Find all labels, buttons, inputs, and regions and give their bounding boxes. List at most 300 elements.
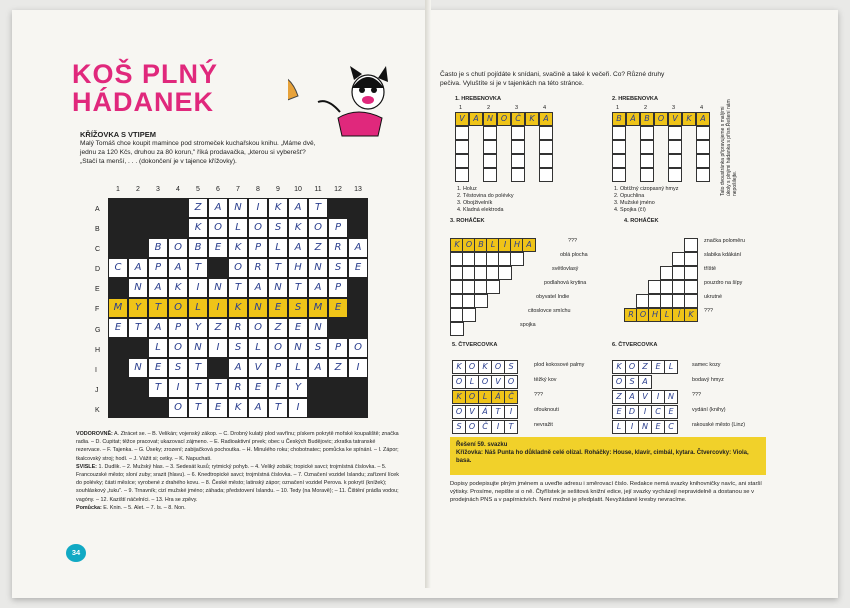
puzzle-cell — [640, 126, 654, 140]
puzzle-cell: I — [651, 390, 665, 404]
grid-cell: N — [268, 278, 288, 298]
row-letter: I — [95, 366, 97, 374]
grid-cell: Y — [188, 318, 208, 338]
grid-cell: Y — [288, 378, 308, 398]
grid-cell: Z — [268, 318, 288, 338]
puzzle-clue: 3. Mužské jméno — [614, 200, 655, 206]
grid-cell: Z — [308, 238, 328, 258]
grid-cell: P — [328, 218, 348, 238]
grid-cell — [168, 218, 188, 238]
column-number: 10 — [294, 186, 302, 193]
grid-cell: B — [188, 238, 208, 258]
puzzle-cell: C — [651, 405, 665, 419]
puzzle-cell — [539, 168, 553, 182]
puzzle-cell: I — [625, 420, 639, 434]
grid-cell: T — [268, 398, 288, 418]
grid-cell: E — [348, 258, 368, 278]
grid-cell: A — [208, 198, 228, 218]
row-letter: C — [95, 246, 101, 254]
grid-cell: A — [128, 258, 148, 278]
grid-cell: P — [248, 238, 268, 258]
intro-line-1: Malý Tomáš chce koupit mamince pod stromeček kuchařskou knihu. „Máme dvě, — [80, 140, 316, 147]
puzzle-cell: O — [491, 360, 505, 374]
crossword-clues — [76, 430, 401, 512]
puzzle-cell: O — [452, 375, 466, 389]
puzzle-cell: O — [465, 360, 479, 374]
puzzle-cell: E — [664, 405, 678, 419]
puzzle-cell: K — [478, 360, 492, 374]
grid-cell: R — [228, 318, 248, 338]
row-letter: D — [95, 266, 101, 274]
puzzle-cell: Z — [638, 360, 652, 374]
puzzle-cell: T — [491, 405, 505, 419]
grid-cell: I — [248, 198, 268, 218]
puzzle-title: 4. ROHÁČEK — [624, 218, 659, 224]
puzzle-cell: S — [504, 360, 518, 374]
puzzle-cell — [684, 252, 698, 266]
puzzle-cell: I — [504, 405, 518, 419]
grid-cell: E — [288, 318, 308, 338]
grid-cell: M — [108, 298, 128, 318]
puzzle-cell: H — [510, 238, 524, 252]
puzzle-cell — [539, 154, 553, 168]
sideways-note — [720, 96, 760, 196]
puzzle-column-number: 2 — [487, 105, 491, 111]
grid-cell: V — [248, 358, 268, 378]
puzzle-cell: C — [664, 420, 678, 434]
puzzle-title: 6. ČTVERCOVKA — [612, 342, 658, 348]
grid-cell — [308, 378, 328, 398]
grid-cell: L — [228, 218, 248, 238]
puzzle-cell: E — [651, 360, 665, 374]
puzzle-title: 3. ROHÁČEK — [450, 218, 485, 224]
column-number: 3 — [156, 186, 160, 193]
puzzle-cell: L — [486, 238, 500, 252]
grid-cell: E — [208, 238, 228, 258]
puzzle-clue: samec kozy — [692, 362, 721, 368]
puzzle-cell — [483, 154, 497, 168]
grid-cell: O — [248, 318, 268, 338]
grid-cell: O — [308, 218, 328, 238]
puzzle-cell — [612, 126, 626, 140]
grid-cell: T — [188, 378, 208, 398]
grid-cell: O — [248, 218, 268, 238]
puzzle-cell: Z — [612, 390, 626, 404]
row-letter: K — [95, 406, 100, 414]
puzzle-clue: značka poloměru — [704, 238, 746, 244]
puzzle-cell — [539, 126, 553, 140]
puzzle-cell: O — [636, 308, 650, 322]
grid-cell — [348, 198, 368, 218]
puzzle-cell: A — [625, 390, 639, 404]
puzzle-cell — [455, 154, 469, 168]
puzzle-clue: ??? — [534, 392, 543, 398]
grid-cell: A — [148, 318, 168, 338]
grid-cell: A — [228, 358, 248, 378]
grid-cell — [148, 218, 168, 238]
grid-cell: Z — [208, 318, 228, 338]
grid-cell — [108, 378, 128, 398]
puzzle-cell: I — [498, 238, 512, 252]
grid-cell: T — [188, 358, 208, 378]
puzzle-cell — [668, 154, 682, 168]
puzzle-cell: V — [491, 375, 505, 389]
puzzle-cell: Č — [511, 112, 525, 126]
grid-cell: S — [168, 358, 188, 378]
row-letter: B — [95, 226, 100, 234]
grid-cell: N — [188, 338, 208, 358]
puzzle-cell — [539, 140, 553, 154]
grid-cell: K — [168, 278, 188, 298]
grid-cell: E — [108, 318, 128, 338]
grid-cell: P — [148, 258, 168, 278]
right-intro — [440, 70, 780, 88]
puzzle-clue: 1. Obtížný cizopasný hmyz — [614, 186, 679, 192]
puzzle-cell — [668, 168, 682, 182]
puzzle-cell — [684, 238, 698, 252]
grid-cell: Y — [128, 298, 148, 318]
puzzle-clue: ??? — [692, 392, 701, 398]
grid-cell — [108, 278, 128, 298]
crossword-intro — [80, 140, 410, 166]
puzzle-clue: pouzdro na šípy — [704, 280, 743, 286]
puzzle-cell: H — [648, 308, 662, 322]
puzzle-cell: Á — [491, 390, 505, 404]
puzzle-cell: N — [483, 112, 497, 126]
clues-across-label: VODOROVNĚ: — [76, 431, 113, 437]
grid-cell — [348, 318, 368, 338]
column-number: 2 — [136, 186, 140, 193]
grid-cell: E — [148, 358, 168, 378]
grid-cell: A — [248, 278, 268, 298]
puzzle-cell: B — [612, 112, 626, 126]
puzzle-cell: K — [682, 112, 696, 126]
spine — [425, 0, 431, 588]
puzzle-column-number: 4 — [700, 105, 704, 111]
grid-cell: A — [248, 398, 268, 418]
clues-across — [76, 430, 401, 463]
grid-cell — [148, 198, 168, 218]
grid-cell: A — [288, 198, 308, 218]
row-letter: H — [95, 346, 101, 354]
page-number: 34 — [66, 544, 86, 562]
solution-box — [450, 437, 766, 475]
grid-cell: Z — [328, 358, 348, 378]
title-line-1: KOŠ PLNÝ — [72, 59, 219, 89]
puzzle-clue: bodavý hmyz — [692, 377, 724, 383]
puzzle-cell: A — [638, 375, 652, 389]
row-letter: J — [95, 386, 99, 394]
grid-cell: I — [208, 298, 228, 318]
puzzle-clue: nevražit — [534, 422, 553, 428]
puzzle-cell: A — [696, 112, 710, 126]
column-number: 5 — [196, 186, 200, 193]
puzzle-cell: Č — [504, 390, 518, 404]
title-line-2: HÁDANEK — [72, 87, 214, 117]
puzzle-clue: 4. Kladná elektroda — [457, 207, 504, 213]
puzzle-cell: L — [612, 420, 626, 434]
grid-cell: E — [208, 398, 228, 418]
puzzle-cell — [612, 140, 626, 154]
clues-hint-text: E. Knin. – 5. Alet. – 7. Is. – 8. Non. — [103, 504, 186, 511]
grid-cell: S — [288, 298, 308, 318]
grid-cell: P — [168, 318, 188, 338]
puzzle-clue: 4. Spojka (čí) — [614, 207, 646, 213]
puzzle-cell: O — [497, 112, 511, 126]
grid-cell — [108, 398, 128, 418]
grid-cell — [108, 238, 128, 258]
puzzle-cell — [668, 140, 682, 154]
puzzle-cell: K — [452, 390, 466, 404]
puzzle-cell — [450, 322, 464, 336]
grid-cell: P — [328, 338, 348, 358]
grid-cell: E — [268, 298, 288, 318]
grid-cell: S — [268, 218, 288, 238]
clues-down — [76, 463, 401, 504]
grid-cell — [348, 298, 368, 318]
puzzle-cell: O — [452, 405, 466, 419]
puzzle-clue: ??? — [568, 238, 577, 244]
puzzle-clue: 2. Opuchlina — [614, 193, 645, 199]
grid-cell: I — [208, 338, 228, 358]
puzzle-cell: L — [664, 360, 678, 374]
grid-cell: A — [348, 238, 368, 258]
puzzle-cell — [696, 126, 710, 140]
puzzle-cell — [474, 294, 488, 308]
puzzle-cell: K — [612, 360, 626, 374]
grid-cell: O — [228, 258, 248, 278]
column-number: 9 — [276, 186, 280, 193]
puzzle-cell: O — [504, 375, 518, 389]
grid-cell — [128, 338, 148, 358]
puzzle-column-number: 1 — [616, 105, 620, 111]
puzzle-cell — [483, 140, 497, 154]
grid-cell: N — [128, 358, 148, 378]
puzzle-cell: B — [474, 238, 488, 252]
grid-cell: B — [148, 238, 168, 258]
puzzle-title: 2. HREBENOVKA — [612, 96, 659, 102]
clues-down-label: SVISLE: — [76, 463, 97, 470]
grid-cell: T — [208, 378, 228, 398]
grid-cell: L — [268, 238, 288, 258]
puzzle-cell: K — [450, 238, 464, 252]
grid-cell: L — [148, 338, 168, 358]
puzzle-clue: světlovlasý — [552, 266, 579, 272]
row-letter: G — [95, 326, 101, 334]
grid-cell — [128, 398, 148, 418]
column-number: 13 — [354, 186, 362, 193]
clues-down-text: 1. Dudlik. – 2. Mužský hlas. – 3. Sedesát kusů; rytmický pohyb. – 4. Veliký zobák; tropické savci; trojmístná číslovka. – 5. Francouzské město; sloní zuby; srazit (hlavu). – 6. Knedtropické savci; trojmístná číslovka. – 7. Označení vozidel Islandu; zařízení lícek do polévky; části měsíce; vyrobené z drahého kovu. – 8. České město; latinský zápor; označení vozidel Perova. k pokrytí (knížek); souhláskový „tuku". – 9. Trnavník; cizí mužské jméno; záhada; předstovení Islandu. – 10. Tedy (na Moravě); – 11. Čištění prádla vodou; vagóny. – 12. Kaziští náčelníci. – 13. Hra se zpěvy. — [76, 463, 399, 503]
puzzle-cell — [486, 280, 500, 294]
puzzle-cell: L — [478, 390, 492, 404]
grid-cell: P — [268, 358, 288, 378]
puzzle-cell: O — [625, 360, 639, 374]
puzzle-clue: tříště — [704, 266, 716, 272]
puzzle-cell — [510, 252, 524, 266]
grid-cell: S — [328, 258, 348, 278]
puzzle-column-number: 3 — [672, 105, 676, 111]
column-number: 4 — [176, 186, 180, 193]
grid-cell: N — [288, 338, 308, 358]
row-letter: A — [95, 206, 100, 213]
grid-cell — [128, 238, 148, 258]
puzzle-cell: A — [539, 112, 553, 126]
grid-cell: K — [288, 218, 308, 238]
puzzle-cell: K — [525, 112, 539, 126]
puzzle-cell: V — [465, 405, 479, 419]
puzzle-clue: ofouknouti — [534, 407, 559, 413]
puzzle-cell: Č — [478, 420, 492, 434]
grid-cell — [128, 378, 148, 398]
grid-cell: K — [188, 218, 208, 238]
cat-illustration — [288, 62, 388, 142]
puzzle-cell — [483, 168, 497, 182]
grid-cell — [128, 218, 148, 238]
puzzle-cell — [696, 168, 710, 182]
grid-cell: I — [288, 398, 308, 418]
grid-cell: O — [168, 398, 188, 418]
grid-cell — [128, 198, 148, 218]
grid-cell — [108, 358, 128, 378]
grid-cell: C — [108, 258, 128, 278]
grid-cell: N — [228, 198, 248, 218]
puzzle-clue: ukrutné — [704, 294, 722, 300]
puzzle-cell — [696, 154, 710, 168]
puzzle-clue: podlahová krytina — [544, 280, 587, 286]
puzzle-clue: těžký kov — [534, 377, 557, 383]
clues-hint — [76, 504, 401, 512]
grid-cell: O — [168, 338, 188, 358]
puzzle-clue: ??? — [704, 308, 713, 314]
puzzle-cell: T — [504, 420, 518, 434]
right-intro-line-1: Často je s chutí pojídáte k snídani, svačině a také k večeři. Co? Různé druhy — [440, 71, 665, 78]
intro-line-3: „Stačí ta menší, . . . (dokončení je v tajence křížovky). — [80, 157, 237, 165]
grid-cell: E — [248, 378, 268, 398]
puzzle-cell: Í — [672, 308, 686, 322]
puzzle-cell — [696, 140, 710, 154]
footer-note: Dopisy podepisujte plným jménem a uveďte adresu i směrovací číslo. Redakce nemá svazky knihovničky navíc, ani starší výtisky. Prosíme, nepište si o ně. Čtyřlístek je sešitová knižní edice, její svazky vycházejí nepravidelně a dostanou se v prodejnách PNS a v papírnictvích. Není možné je předplatit. Nevyžádané kresby nevracíme. — [450, 481, 762, 503]
grid-cell — [348, 378, 368, 398]
grid-cell: A — [288, 238, 308, 258]
grid-cell: E — [328, 298, 348, 318]
puzzle-cell — [640, 154, 654, 168]
grid-cell: O — [268, 338, 288, 358]
row-letter: E — [95, 286, 100, 294]
puzzle-column-number: 4 — [543, 105, 547, 111]
puzzle-cell: S — [452, 420, 466, 434]
solution-title: Řešení 59. svazku — [456, 442, 508, 448]
puzzle-cell — [612, 154, 626, 168]
clues-across-text: A. Ztrácet se. – B. Velikán; vojenský zákop. – C. Drobný kulatý plod vavřínu; pískem pokrytě mořské koupaliště; značka radia. – D. Cupitat; těžce pracovat; ukazovací zájmeno. – E. Radioaktivní prvek; obec u Českých Budějovic; zkratka tatranské rezervace. – F. Tajenka. – G. Úseky; zrození; zabijačková pochoutka. – H. Minulého roku; chobotnatec; pomůcka ke spínání. – I. Zápor; tkalcovský stroj; hodí. – J. Vážit si; cetky. – K. Napuchati. — [76, 431, 399, 462]
puzzle-clue: citoslovce smíchu — [528, 308, 571, 314]
puzzle-cell: Á — [626, 112, 640, 126]
solution-text: Křížovka: Náš Punta ho důkladně celé olízal. Roháčky: House, klavír, cimbál, kytara. Čtvercovky: Viola, basa. — [456, 450, 749, 464]
column-number: 11 — [314, 186, 322, 193]
grid-cell — [208, 358, 228, 378]
grid-cell: I — [168, 378, 188, 398]
puzzle-column-number: 3 — [515, 105, 519, 111]
sideways-note-text: Tato dvoustránka připravujeme s malými úkoly s plnými hádanka s přísn.Řešení nám nepošilejte. — [720, 99, 738, 196]
puzzle-cell: K — [452, 360, 466, 374]
grid-cell: A — [308, 278, 328, 298]
puzzle-cell — [684, 280, 698, 294]
puzzle-column-number: 2 — [644, 105, 648, 111]
puzzle-cell — [640, 168, 654, 182]
grid-cell: O — [348, 338, 368, 358]
puzzle-title: 5. ČTVERCOVKA — [452, 342, 498, 348]
puzzle-cell — [612, 168, 626, 182]
grid-cell: T — [188, 398, 208, 418]
grid-cell: T — [268, 258, 288, 278]
puzzle-cell: V — [638, 390, 652, 404]
puzzle-clue: obyvatel Indie — [536, 294, 570, 300]
puzzle-cell: N — [638, 420, 652, 434]
grid-cell — [328, 198, 348, 218]
grid-cell: T — [228, 278, 248, 298]
row-letters — [95, 200, 100, 421]
puzzle-clue: 1. Holuz — [457, 186, 477, 192]
puzzle-cell: L — [660, 308, 674, 322]
puzzle-clue: oblá plocha — [560, 252, 588, 258]
grid-cell: H — [288, 258, 308, 278]
grid-cell — [208, 258, 228, 278]
puzzle-column-number: 1 — [459, 105, 463, 111]
grid-cell: I — [348, 358, 368, 378]
grid-cell: K — [228, 298, 248, 318]
puzzle-cell — [462, 308, 476, 322]
column-number: 7 — [236, 186, 240, 193]
puzzle-cell: I — [638, 405, 652, 419]
grid-cell: L — [288, 358, 308, 378]
puzzle-cell: A — [469, 112, 483, 126]
grid-cell: R — [248, 258, 268, 278]
grid-cell — [348, 218, 368, 238]
grid-cell — [348, 398, 368, 418]
puzzle-cell — [684, 266, 698, 280]
grid-cell: N — [308, 258, 328, 278]
grid-cell — [308, 398, 328, 418]
puzzle-cell — [483, 126, 497, 140]
grid-cell: P — [328, 278, 348, 298]
grid-cell: T — [288, 278, 308, 298]
puzzle-cell: E — [651, 420, 665, 434]
grid-cell: A — [148, 278, 168, 298]
puzzle-cell: O — [465, 420, 479, 434]
crossword-section-title: KŘÍŽOVKA S VTIPEM — [80, 130, 156, 139]
grid-cell — [148, 398, 168, 418]
grid-cell: A — [168, 258, 188, 278]
column-number: 6 — [216, 186, 220, 193]
grid-cell: N — [208, 278, 228, 298]
puzzle-cell — [455, 140, 469, 154]
row-letter: F — [95, 306, 100, 314]
puzzle-clue: rakouské město (Linz) — [692, 422, 746, 428]
grid-cell: O — [168, 298, 188, 318]
grid-cell: N — [128, 278, 148, 298]
puzzle-clue: 2. Těstovina do polévky — [457, 193, 514, 199]
grid-cell: M — [308, 298, 328, 318]
grid-cell: K — [268, 198, 288, 218]
grid-cell: N — [248, 298, 268, 318]
puzzle-cell — [455, 126, 469, 140]
grid-cell — [108, 218, 128, 238]
grid-cell: Z — [188, 198, 208, 218]
grid-cell: A — [308, 358, 328, 378]
puzzle-clue: spojka — [520, 322, 536, 328]
intro-line-2: jednu za 120 Kčs, druhou za 80 korun," říká prodavačka, „kterou si vyberešť? — [80, 148, 306, 156]
puzzle-cell: B — [640, 112, 654, 126]
puzzle-cell: R — [624, 308, 638, 322]
